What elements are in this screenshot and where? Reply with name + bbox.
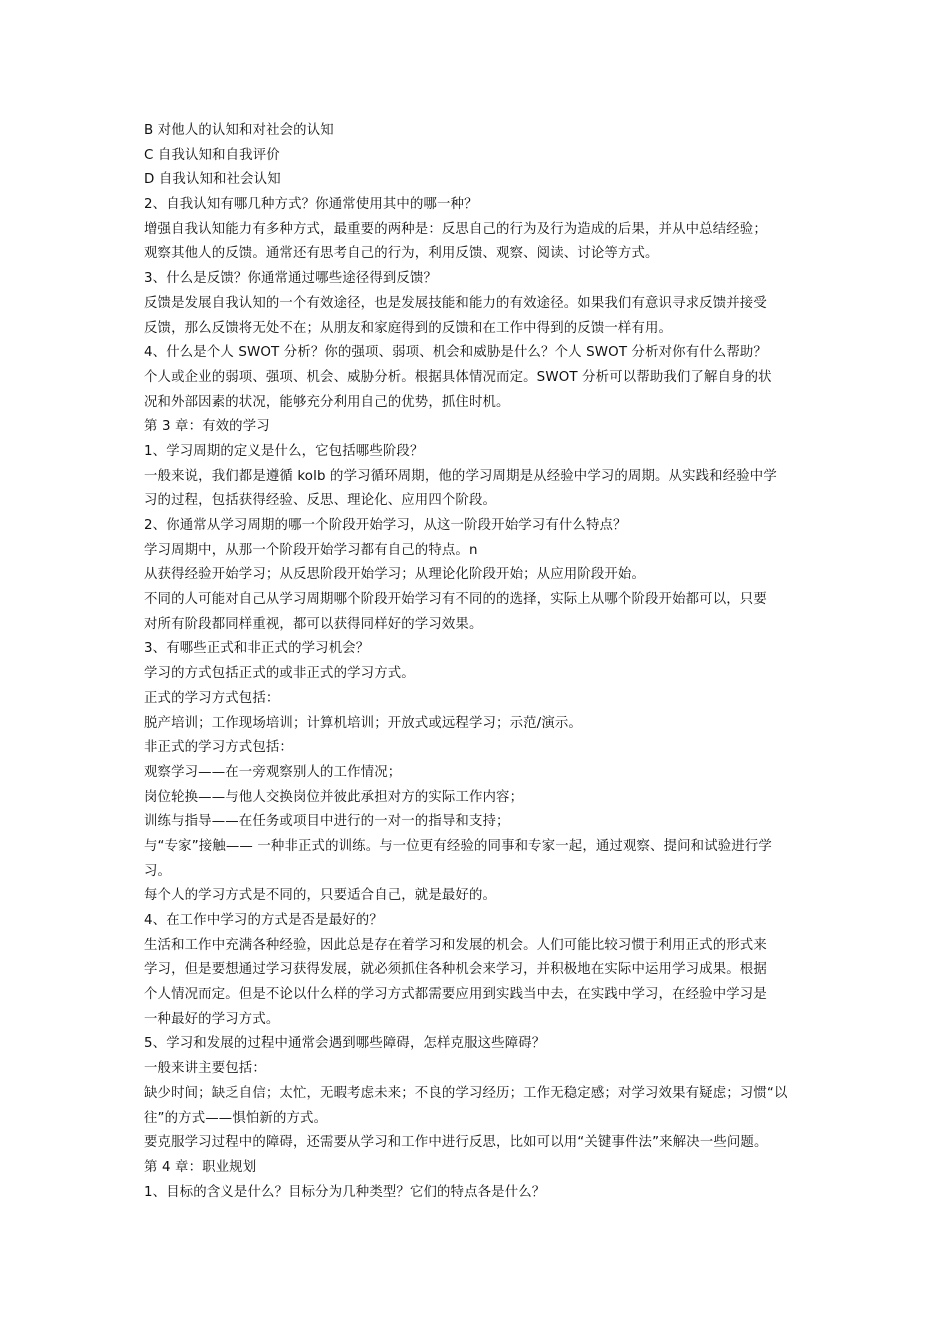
text-line: 要克服学习过程中的障碍，还需要从学习和工作中进行反思，比如可以用“关键事件法”来解决一些问题。 <box>144 1135 768 1151</box>
text-line: D 自我认知和社会认知 <box>144 172 281 188</box>
text-line: 第 3 章：有效的学习 <box>144 419 270 435</box>
text-line: 个人或企业的弱项、强项、机会、威胁分析。根据具体情况而定。SWOT 分析可以帮助我们了解自身的状 <box>144 369 772 385</box>
text-line: 反馈是发展自我认知的一个有效途径，也是发展技能和能力的有效途径。如果我们有意识寻求反馈并接受 <box>144 295 767 311</box>
text-line: 岗位轮换——与他人交换岗位并彼此承担对方的实际工作内容； <box>144 789 524 805</box>
text-line: 一种最好的学习方式。 <box>144 1011 280 1027</box>
document-body <box>144 119 816 1205</box>
text-line: 反馈，那么反馈将无处不在；从朋友和家庭得到的反馈和在工作中得到的反馈一样有用。 <box>144 320 673 336</box>
text-line: 4、在工作中学习的方式是否是最好的？ <box>144 913 383 928</box>
text-line: 非正式的学习方式包括： <box>144 740 293 756</box>
text-line: 缺少时间；缺乏自信；太忙，无暇考虑未来；不良的学习经历；工作无稳定感；对学习效果有疑虑；习惯“以 <box>144 1085 788 1101</box>
text-line: 2、自我认知有哪几种方式？你通常使用其中的哪一种？ <box>144 197 478 213</box>
text-line: 4、什么是个人 SWOT 分析？你的强项、弱项、机会和威胁是什么？个人 SWOT 分析对你有什么帮助？ <box>144 345 767 361</box>
text-line: 与“专家”接触—— 一种非正式的训练。与一位更有经验的同事和专家一起，通过观察、提问和试验进行学 <box>144 838 772 854</box>
text-line: 一般来讲主要包括： <box>144 1061 266 1077</box>
text-line: 从获得经验开始学习；从反思阶段开始学习；从理论化阶段开始；从应用阶段开始。 <box>144 567 646 583</box>
text-line: 训练与指导——在任务或项目中进行的一对一的指导和支持； <box>144 814 510 830</box>
text-line: 增强自我认知能力有多种方式，最重要的两种是：反思自己的行为及行为造成的后果，并从中总结经验； <box>144 221 767 237</box>
text-line: 一般来说，我们都是遵循 kolb 的学习循环周期，他的学习周期是从经验中学习的周期。从实践和经验中学 <box>144 468 777 484</box>
text-line: 不同的人可能对自己从学习周期哪个阶段开始学习有不同的的选择，实际上从哪个阶段开始都可以，只要 <box>144 592 767 608</box>
text-line: 正式的学习方式包括： <box>144 690 280 706</box>
text-line: 学习周期中，从那一个阶段开始学习都有自己的特点。n <box>144 542 478 558</box>
text-line: 学习的方式包括正式的或非正式的学习方式。 <box>144 666 415 682</box>
text-line: 往”的方式——惧怕新的方式。 <box>144 1110 328 1126</box>
text-line: 习的过程，包括获得经验、反思、理论化、应用四个阶段。 <box>144 493 497 509</box>
text-line: 1、目标的含义是什么？目标分为几种类型？它们的特点各是什么？ <box>144 1184 546 1200</box>
text-line: 5、学习和发展的过程中通常会遇到哪些障碍，怎样克服这些障碍？ <box>144 1036 546 1052</box>
text-line: 每个人的学习方式是不同的，只要适合自己，就是最好的。 <box>144 888 497 904</box>
text-line: 3、有哪些正式和非正式的学习机会？ <box>144 641 370 657</box>
text-line: 个人情况而定。但是不论以什么样的学习方式都需要应用到实践当中去，在实践中学习，在经验中学习是 <box>144 987 767 1003</box>
text-line: 3、什么是反馈？你通常通过哪些途径得到反馈？ <box>144 271 438 287</box>
text-line: 1、学习周期的定义是什么，它包括哪些阶段？ <box>144 443 424 459</box>
text-line: 2、你通常从学习周期的哪一个阶段开始学习，从这一阶段开始学习有什么特点？ <box>144 518 627 533</box>
text-line: B 对他人的认知和对社会的认知 <box>144 123 334 138</box>
text-line: 第 4 章：职业规划 <box>144 1159 257 1175</box>
text-line: 脱产培训；工作现场培训；计算机培训；开放式或远程学习；示范/演示。 <box>144 715 582 731</box>
text-line: 况和外部因素的状况，能够充分利用自己的优势，抓住时机。 <box>144 394 510 410</box>
text-line: 对所有阶段都同样重视，都可以获得同样好的学习效果。 <box>144 616 483 632</box>
text-line: 学习，但是要想通过学习获得发展，就必须抓住各种机会来学习，并积极地在实际中运用学习成果。根据 <box>144 962 767 978</box>
text-line: 观察学习——在一旁观察别人的工作情况； <box>144 764 402 780</box>
text-line: C 自我认知和自我评价 <box>144 147 280 163</box>
text-line: 生活和工作中充满各种经验，因此总是存在着学习和发展的机会。人们可能比较习惯于利用正式的形式来 <box>144 937 767 953</box>
text-line: 习。 <box>144 863 172 879</box>
text-line: 观察其他人的反馈。通常还有思考自己的行为，利用反馈、观察、阅读、讨论等方式。 <box>144 246 659 262</box>
